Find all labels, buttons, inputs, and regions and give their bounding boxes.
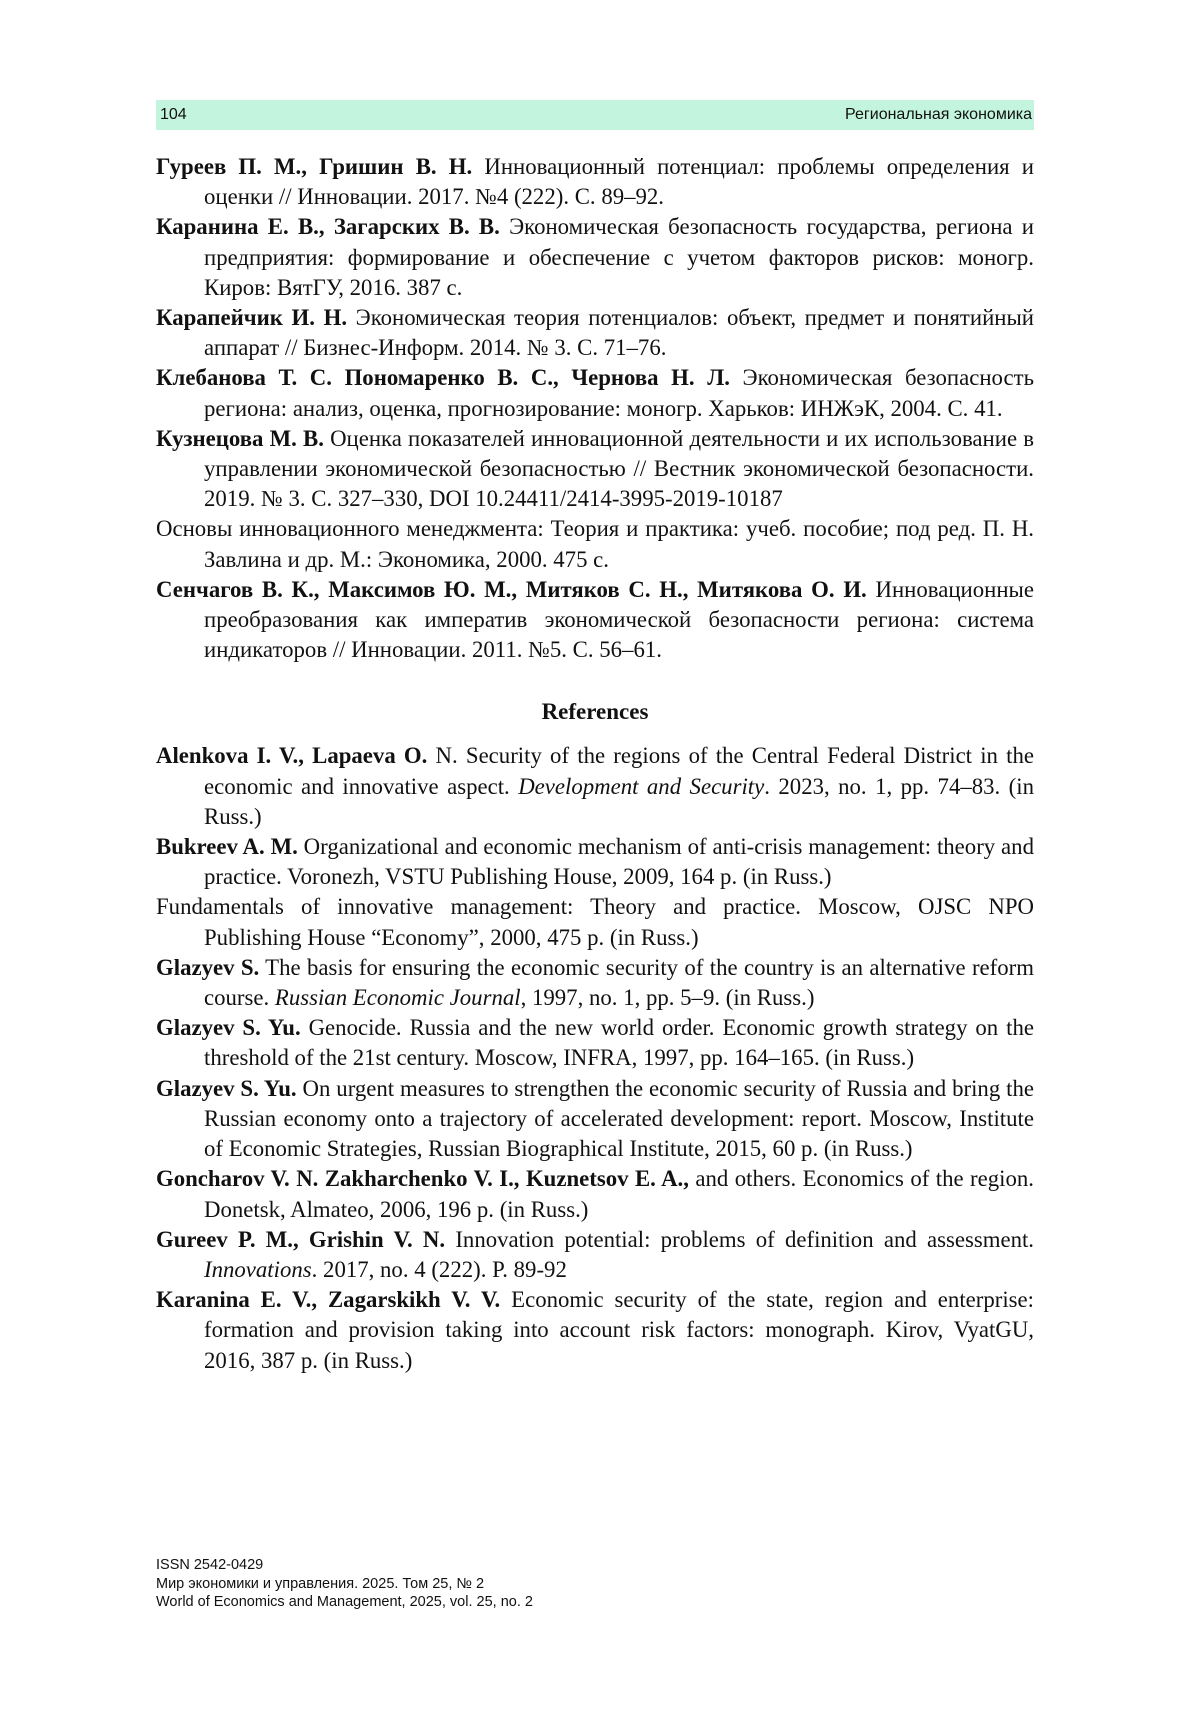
reference-item bbox=[156, 1074, 1034, 1165]
reference-item bbox=[156, 1013, 1034, 1073]
reference-text: Оценка показателей инновационной деятельности и их использование в управлении экономической безопасностью // Вестник экономической безопасности. 2019. № 3. С. 327–330, DOI 10.24411/2414-3995-2019-10187 bbox=[204, 425, 1034, 512]
reference-authors: Glazyev S. bbox=[156, 954, 260, 980]
reference-text: Экономическая теория потенциалов: объект, предмет и понятийный аппарат // Бизнес-Информ. 2014. № 3. С. 71–76. bbox=[204, 305, 1035, 361]
reference-authors: Сенчагов В. К., Максимов Ю. М., Митяков С. Н., Митякова О. И. bbox=[156, 576, 867, 602]
reference-authors: Карапейчик И. Н. bbox=[156, 305, 348, 331]
reference-text: N. Security of the regions of the Central Federal District in the economic and innovative aspect. bbox=[204, 743, 1034, 799]
reference-text: The basis for ensuring the economic security of the country is an alternative reform course. bbox=[204, 954, 1034, 1011]
reference-authors: Goncharov V. N. Zakharchenko V. I., Kuznetsov E. A., bbox=[156, 1166, 689, 1192]
reference-text: Инновационные преобразования как императив экономической безопасности региона: система индикаторов // Инновации. 2011. №5. С. 56–61. bbox=[204, 576, 1034, 663]
section-title: Региональная экономика bbox=[845, 106, 1032, 123]
reference-text: Инновационный потенциал: проблемы определения и оценки // Инновации. 2017. №4 (222). С. 89–92. bbox=[204, 154, 1034, 210]
reference-journal: Innovations bbox=[204, 1256, 312, 1282]
reference-journal: Russian Economic Journal bbox=[274, 985, 521, 1011]
reference-text: Economic security of the state, region and enterprise: formation and provision taking into account risk factors: monograph. Kirov, VyatGU, 2016, 387 p. (in Russ.) bbox=[204, 1287, 1035, 1373]
reference-text-tail: . 2017, no. 4 (222). P. 89-92 bbox=[311, 1256, 567, 1282]
reference-authors: Glazyev S. Yu. bbox=[156, 1015, 301, 1041]
reference-authors: Кузнецова М. В. bbox=[156, 425, 324, 451]
reference-item bbox=[156, 953, 1034, 1013]
reference-item bbox=[156, 741, 1034, 832]
reference-authors: Гуреев П. М., Гришин В. Н. bbox=[156, 154, 473, 179]
page-number: 104 bbox=[160, 106, 187, 123]
reference-authors: Glazyev S. Yu. bbox=[156, 1075, 297, 1101]
reference-item bbox=[156, 892, 1034, 952]
reference-item bbox=[156, 514, 1034, 574]
reference-text: and others. Economics of the region. Donetsk, Almateo, 2006, 196 p. (in Russ.) bbox=[204, 1166, 1034, 1222]
reference-text: Organizational and economic mechanism of anti-crisis management: theory and practice. Voronezh, VSTU Publishing House, 2009, 164 p. (in Russ.) bbox=[204, 834, 1034, 890]
reference-text: Экономическая безопасность региона: анализ, оценка, прогнозирование: моногр. Харьков: ИНЖэК, 2004. С. 41. bbox=[204, 365, 1034, 421]
reference-item bbox=[156, 1285, 1034, 1376]
reference-item bbox=[156, 575, 1034, 666]
reference-text: Основы инновационного менеджмента: Теория и практика: учеб. пособие; под ред. П. Н. Завлина и др. М.: Экономика, 2000. 475 с. bbox=[156, 516, 1034, 572]
reference-journal: Development and Security bbox=[518, 773, 765, 799]
reference-item bbox=[156, 424, 1034, 515]
page-footer bbox=[156, 1556, 533, 1612]
reference-text-tail: , 1997, no. 1, pp. 5–9. (in Russ.) bbox=[520, 985, 815, 1011]
reference-text-tail: . 2023, no. 1, pp. 74–83. (in Russ.) bbox=[204, 773, 1035, 829]
reference-text: Экономическая безопасность государства, региона и предприятия: формирование и обеспечение с учетом факторов рисков: моногр. Киров: ВятГУ, 2016. 387 с. bbox=[204, 214, 1035, 300]
issn-line: ISSN 2542-0429 bbox=[156, 1557, 264, 1573]
reference-item bbox=[156, 363, 1034, 423]
journal-title-en: World of Economics and Management, 2025, vol. 25, no. 2 bbox=[156, 1594, 533, 1610]
reference-text: On urgent measures to strengthen the economic security of Russia and bring the Russian economy onto a trajectory of accelerated development: report. Moscow, Institute of Economic Strategies, Russian Biographical Institute, 2015, 60 p. (in Russ.) bbox=[204, 1075, 1034, 1162]
reference-authors: Bukreev A. M. bbox=[156, 834, 298, 860]
reference-item bbox=[156, 832, 1034, 892]
running-header bbox=[156, 100, 1034, 130]
reference-authors: Каранина Е. В., Загарских В. В. bbox=[156, 214, 500, 240]
reference-item bbox=[156, 212, 1034, 303]
reference-authors: Karanina E. V., Zagarskikh V. V. bbox=[156, 1287, 501, 1313]
journal-title-ru: Мир экономики и управления. 2025. Том 25, № 2 bbox=[156, 1575, 485, 1592]
reference-text: Genocide. Russia and the new world order. Economic growth strategy on the threshold of the 21st century. Moscow, INFRA, 1997, pp. 164–165. (in Russ.) bbox=[204, 1015, 1034, 1071]
reference-text: Innovation potential: problems of definition and assessment. bbox=[445, 1226, 1034, 1252]
reference-authors: Alenkova I. V., Lapaeva O. bbox=[156, 743, 428, 769]
reference-text: Fundamentals of innovative management: Theory and practice. Moscow, OJSC NPO Publishing House “Economy”, 2000, 475 p. (in Russ.) bbox=[156, 894, 1034, 950]
reference-item bbox=[156, 152, 1034, 212]
reference-authors: Клебанова Т. С. Пономаренко В. С., Чернова Н. Л. bbox=[156, 365, 730, 391]
references-heading: References bbox=[541, 699, 649, 725]
reference-authors: Gureev P. M., Grishin V. N. bbox=[156, 1226, 446, 1252]
reference-list bbox=[156, 152, 1034, 1376]
reference-item bbox=[156, 303, 1034, 363]
reference-item bbox=[156, 1164, 1034, 1224]
reference-item bbox=[156, 1225, 1034, 1285]
